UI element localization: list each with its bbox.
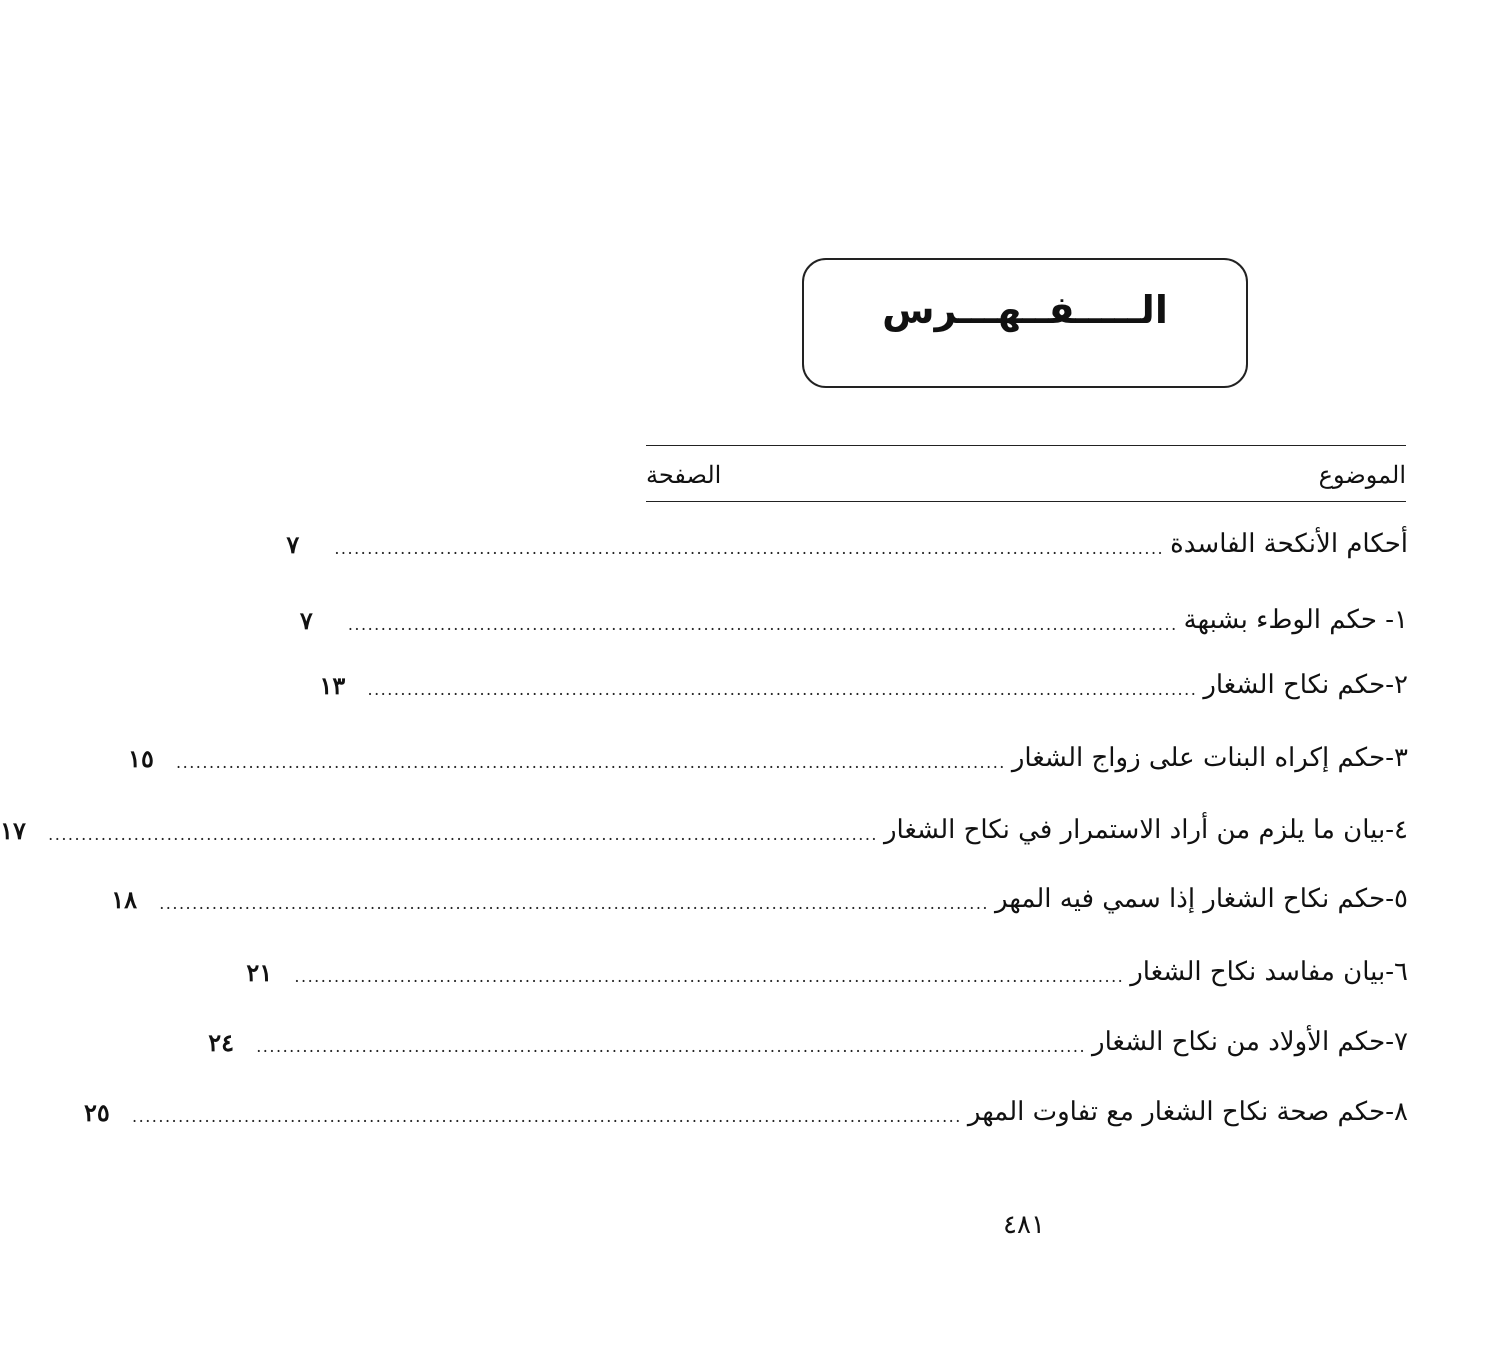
toc-entry-title: ٤-بيان ما يلزم من أراد الاستمرار في نكاح الشغار [883,815,1408,845]
toc-entry-page: ٢٤ [208,1027,234,1057]
table-header [646,455,1406,495]
toc-entry [128,736,1408,780]
title-box [802,258,1248,388]
toc-entry-title: أحكام الأنكحة الفاسدة [1170,529,1408,559]
toc-entry [299,598,1408,642]
dot-leader: .............................................................................................................................. [132,1106,962,1126]
toc-entry-page: ١٣ [319,670,346,700]
toc-entry-page: ١٧ [0,815,26,845]
toc-entry-title: ٨-حكم صحة نكاح الشغار مع تفاوت المهر [967,1097,1408,1127]
toc-entry [246,950,1408,994]
toc-entry [0,808,1408,852]
toc-entry-title: ٥-حكم نكاح الشغار إذا سمي فيه المهر [995,884,1408,914]
dot-leader: .............................................................................................................................. [48,824,878,844]
dot-leader: .............................................................................................................................. [347,614,1178,634]
toc-entry-title: ٧-حكم الأولاد من نكاح الشغار [1092,1027,1408,1057]
toc-entry-page: ٧ [299,605,313,635]
dot-leader: .............................................................................................................................. [334,538,1165,558]
dot-leader: .............................................................................................................................. [294,966,1125,986]
toc-entry-page: ٢٥ [84,1097,110,1127]
page-column-label: الصفحة [646,461,722,489]
toc-entry-page: ١٨ [111,884,137,914]
toc-entry [84,1090,1408,1134]
dot-leader: .............................................................................................................................. [159,893,990,913]
toc-entry-page: ٢١ [246,957,273,987]
toc-entry [319,663,1408,707]
toc-entry-page: ١٥ [128,743,154,773]
dot-leader: .............................................................................................................................. [367,679,1198,699]
header-rule-bottom [646,501,1406,502]
header-rule-top [646,445,1406,446]
toc-entry [208,1020,1408,1064]
toc-entry-title: ٢-حكم نكاح الشغار [1203,670,1408,700]
page-title: الـــــفــهـــرس [882,288,1168,332]
toc-entry [286,522,1408,566]
topic-column-label: الموضوع [1318,461,1406,489]
toc-entry-title: ٣-حكم إكراه البنات على زواج الشغار [1011,743,1408,773]
toc-entry-title: ١- حكم الوطء بشبهة [1183,605,1408,635]
page-number: ٤٨١ [1003,1210,1045,1240]
toc-entry [111,877,1408,921]
dot-leader: .............................................................................................................................. [176,752,1006,772]
toc-entry-page: ٧ [286,529,300,559]
dot-leader: .............................................................................................................................. [256,1036,1087,1056]
toc-entry-title: ٦-بيان مفاسد نكاح الشغار [1130,957,1408,987]
